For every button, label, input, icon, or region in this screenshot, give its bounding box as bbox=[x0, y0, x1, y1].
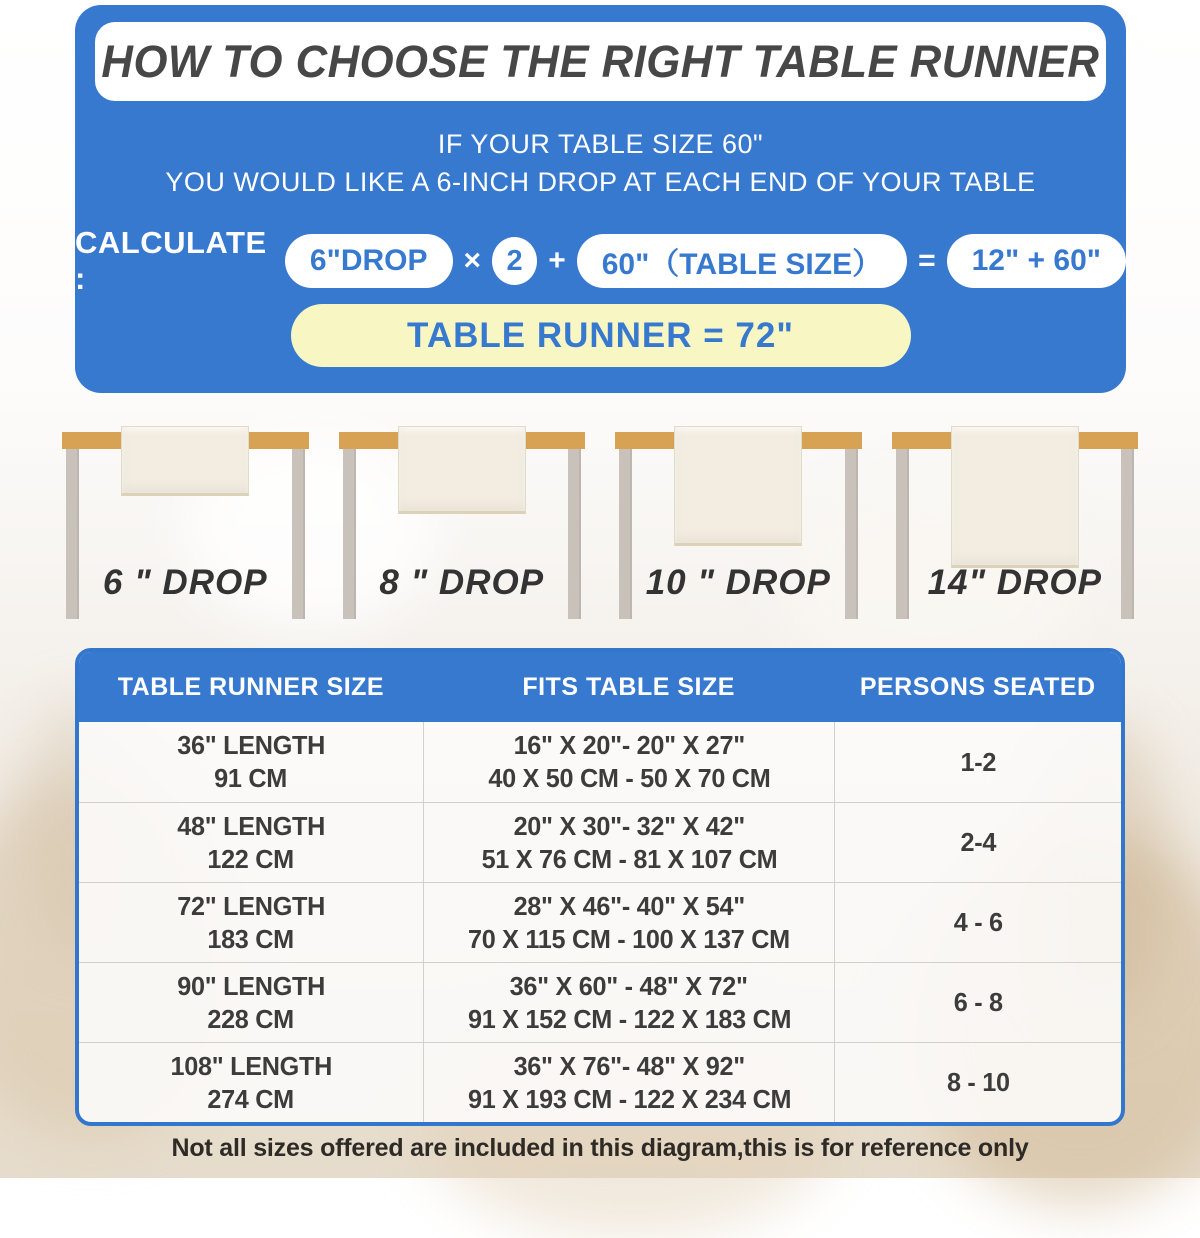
table-size-pill: 60"（TABLE SIZE） bbox=[577, 234, 907, 288]
reference-disclaimer: Not all sizes offered are included in this diagram,this is for reference only bbox=[171, 1134, 1029, 1162]
fits-size-cm: 91 X 193 CM - 122 X 234 CM bbox=[467, 1083, 791, 1114]
persons-seated: 1-2 bbox=[960, 746, 996, 777]
runner-length-cm: 122 CM bbox=[207, 843, 295, 874]
fits-size-in: 20" X 30"- 32" X 42" bbox=[513, 810, 745, 841]
fits-size-cm: 91 X 152 CM - 122 X 183 CM bbox=[467, 1003, 791, 1034]
subtitle-line-2: YOU WOULD LIKE A 6-INCH DROP AT EACH END OF YOUR TABLE bbox=[165, 167, 1036, 197]
persons-seated: 4 - 6 bbox=[953, 907, 1003, 937]
page-title: HOW TO CHOOSE THE RIGHT TABLE RUNNER bbox=[101, 35, 1100, 87]
runner-length-cm: 91 CM bbox=[214, 763, 288, 793]
table-row-cell bbox=[834, 962, 1121, 1042]
table-row-cell bbox=[423, 722, 835, 802]
subtitle-line-1: IF YOUR TABLE SIZE 60" bbox=[437, 129, 764, 159]
multiplier-circle: 2 bbox=[492, 237, 537, 285]
table-runner-illustration bbox=[674, 426, 802, 546]
table-row-cell bbox=[79, 1042, 423, 1122]
runner-length-in: 36" LENGTH bbox=[177, 730, 325, 760]
column-header-runner-size: TABLE RUNNER SIZE bbox=[117, 672, 385, 701]
fits-size-in: 28" X 46"- 40" X 54" bbox=[513, 890, 745, 921]
fits-size-cm: 40 X 50 CM - 50 X 70 CM bbox=[488, 763, 771, 793]
persons-seated: 2-4 bbox=[960, 827, 996, 857]
drop-label: 14" DROP bbox=[927, 563, 1102, 602]
runner-length-cm: 183 CM bbox=[207, 923, 295, 954]
header-panel bbox=[75, 5, 1126, 393]
size-chart-body bbox=[79, 722, 1121, 1122]
table-runner-illustration bbox=[398, 426, 526, 514]
table-runner-illustration bbox=[121, 426, 249, 496]
persons-seated: 8 - 10 bbox=[946, 1067, 1010, 1097]
runner-length-in: 48" LENGTH bbox=[177, 810, 325, 841]
drop-value-pill: 6"DROP bbox=[285, 234, 453, 288]
table-row-cell bbox=[423, 802, 835, 882]
table-row-cell bbox=[834, 882, 1121, 962]
size-chart-header bbox=[79, 652, 1121, 722]
fits-size-cm: 70 X 115 CM - 100 X 137 CM bbox=[468, 923, 791, 954]
runner-length-in: 90" LENGTH bbox=[177, 970, 325, 1001]
fits-size-in: 16" X 20"- 20" X 27" bbox=[513, 730, 745, 760]
column-header-fits-table: FITS TABLE SIZE bbox=[522, 672, 735, 701]
drop-label: 10 " DROP bbox=[645, 563, 831, 602]
table-row-cell bbox=[834, 722, 1121, 802]
runner-length-cm: 274 CM bbox=[207, 1083, 295, 1114]
table-row-cell bbox=[423, 962, 835, 1042]
table-figure-6-drop bbox=[58, 395, 313, 647]
size-chart-panel bbox=[75, 648, 1125, 1126]
runner-length-in: 108" LENGTH bbox=[170, 1050, 332, 1081]
persons-seated: 6 - 8 bbox=[953, 987, 1003, 1017]
fits-size-cm: 51 X 76 CM - 81 X 107 CM bbox=[481, 843, 778, 874]
plus-sign: + bbox=[548, 244, 566, 277]
final-result-pill: TABLE RUNNER = 72" bbox=[291, 304, 911, 367]
table-row-cell bbox=[834, 802, 1121, 882]
drop-label: 6 " DROP bbox=[102, 563, 268, 602]
table-row-cell bbox=[423, 1042, 835, 1122]
drop-figures-row bbox=[58, 395, 1142, 647]
runner-length-in: 72" LENGTH bbox=[177, 890, 325, 921]
table-row-cell bbox=[79, 722, 423, 802]
column-header-persons: PERSONS SEATED bbox=[859, 672, 1096, 701]
fits-size-in: 36" X 60" - 48" X 72" bbox=[510, 970, 749, 1001]
equals-sign: = bbox=[918, 244, 936, 277]
table-row-cell bbox=[79, 882, 423, 962]
table-row-cell bbox=[79, 802, 423, 882]
drop-label: 8 " DROP bbox=[379, 563, 545, 602]
sum-pill: 12" + 60" bbox=[947, 234, 1126, 288]
table-figure-8-drop bbox=[335, 395, 590, 647]
calculate-label: CALCULATE : bbox=[75, 225, 267, 296]
table-row-cell bbox=[423, 882, 835, 962]
table-row-cell bbox=[79, 962, 423, 1042]
runner-length-cm: 228 CM bbox=[207, 1003, 295, 1034]
table-figure-10-drop bbox=[611, 395, 866, 647]
fits-size-in: 36" X 76"- 48" X 92" bbox=[513, 1050, 745, 1081]
calculation-row bbox=[75, 225, 1126, 296]
times-sign: × bbox=[463, 244, 482, 277]
table-figure-14-drop bbox=[888, 395, 1143, 647]
table-row-cell bbox=[834, 1042, 1121, 1122]
table-runner-illustration bbox=[951, 426, 1079, 568]
title-banner bbox=[95, 22, 1106, 101]
